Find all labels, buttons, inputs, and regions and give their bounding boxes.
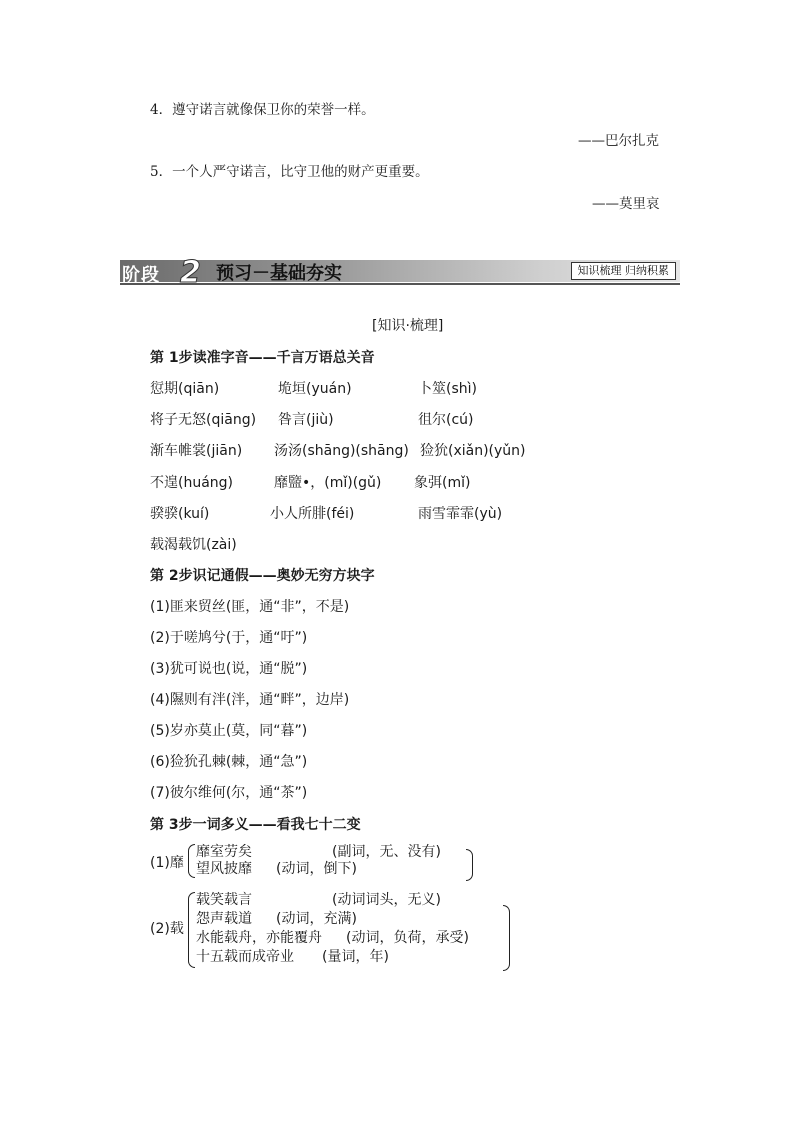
step1-r2-c1: 将子无怒(qiāng) <box>150 412 257 428</box>
step3-g2-e1-text: 载笑载言 <box>196 892 252 908</box>
step3-g1-e2-note: (动词，倒下) <box>276 861 357 877</box>
step1-r3-c2: 汤汤(shāng)(shāng) <box>274 443 409 459</box>
quote-5-text: 5．一个人严守诺言，比守卫他的财产更重要。 <box>150 164 429 180</box>
step2-item-7: (7)彼尔维何(尔，通“茶”) <box>150 785 308 801</box>
step3-brace-left-2 <box>188 892 195 968</box>
step2-item-5: (5)岁亦莫止(莫，同“暮”) <box>150 723 308 739</box>
step3-word-1: (1)靡 <box>150 855 184 871</box>
step3-title: 第 3步一词多义——看我七十二变 <box>150 817 361 833</box>
section-title: [知识·梳理] <box>372 318 444 334</box>
step1-r1-c2: 垝垣(yuán) <box>278 381 352 397</box>
step3-g2-e4-note: (量词，年) <box>322 949 389 965</box>
step3-g2-e2-note: (动词，充满) <box>276 911 357 927</box>
step1-r4-c3: 象弭(mǐ) <box>414 475 471 491</box>
step1-r1-c1: 愆期(qiān) <box>150 381 220 397</box>
step3-g2-e3-note: (动词，负荷，承受) <box>346 930 469 946</box>
step3-g2-e4-text: 十五载而成帝业 <box>196 949 294 965</box>
step2-item-4: (4)隰则有泮(泮，通“畔”，边岸) <box>150 692 350 708</box>
step2-item-3: (3)犹可说也(说，通“脱”) <box>150 661 308 677</box>
step2-title: 第 2步识记通假——奥妙无穷方块字 <box>150 568 375 584</box>
quote-4-author: ——巴尔扎克 <box>578 133 659 149</box>
step3-word-2: (2)载 <box>150 921 184 937</box>
step3-g2-e1-note: (动词词头，无义) <box>332 892 441 908</box>
step1-title: 第 1步读准字音——千言万语总关音 <box>150 350 375 366</box>
banner-title: 预习－基础夯实 <box>216 263 342 284</box>
step3-g2-e2-text: 怨声载道 <box>196 911 252 927</box>
step1-r4-c1: 不遑(huáng) <box>150 475 234 491</box>
step1-r5-c3: 雨雪霏霏(yù) <box>418 506 503 522</box>
step1-r5-c2: 小人所腓(féi) <box>270 506 355 522</box>
step3-brace-left-1 <box>188 844 195 878</box>
step3-brace-right-2 <box>503 905 510 971</box>
step1-r2-c3: 徂尔(cú) <box>418 412 474 428</box>
step2-item-6: (6)猃狁孔棘(棘，通“急”) <box>150 754 308 770</box>
step1-r4-c2: 靡盬•，(mǐ)(gǔ) <box>274 475 382 491</box>
banner-underline <box>120 283 680 285</box>
step3-brace-right-1 <box>466 849 473 881</box>
step1-r3-c3: 猃狁(xiǎn)(yǔn) <box>420 443 526 459</box>
step1-r1-c3: 卜筮(shì) <box>418 381 477 397</box>
quote-5-author: ——莫里哀 <box>592 196 660 212</box>
step3-g1-e1-text: 靡室劳矣 <box>196 844 252 860</box>
step3-g2-e3-text: 水能载舟，亦能覆舟 <box>196 930 322 946</box>
banner-number: 2 <box>180 255 201 290</box>
step1-r2-c2: 咎言(jiù) <box>278 412 334 428</box>
step3-g1-e1-note: (副词，无、没有) <box>332 844 441 860</box>
step3-g1-e2-text: 望风披靡 <box>196 861 252 877</box>
banner-stage: 阶段 <box>122 265 160 286</box>
step2-item-1: (1)匪来贸丝(匪，通“非”，不是) <box>150 599 350 615</box>
step1-r3-c1: 渐车帷裳(jiān) <box>150 443 243 459</box>
step2-item-2: (2)于嗟鸠兮(于，通“吁”) <box>150 630 308 646</box>
banner-tag: 知识梳理 归纳积累 <box>571 262 677 280</box>
quote-4-text: 4．遵守诺言就像保卫你的荣誉一样。 <box>150 102 375 118</box>
step1-r6-c1: 载渴载饥(zài) <box>150 537 237 553</box>
section-banner <box>120 255 680 290</box>
step1-r5-c1: 骙骙(kuí) <box>150 506 210 522</box>
